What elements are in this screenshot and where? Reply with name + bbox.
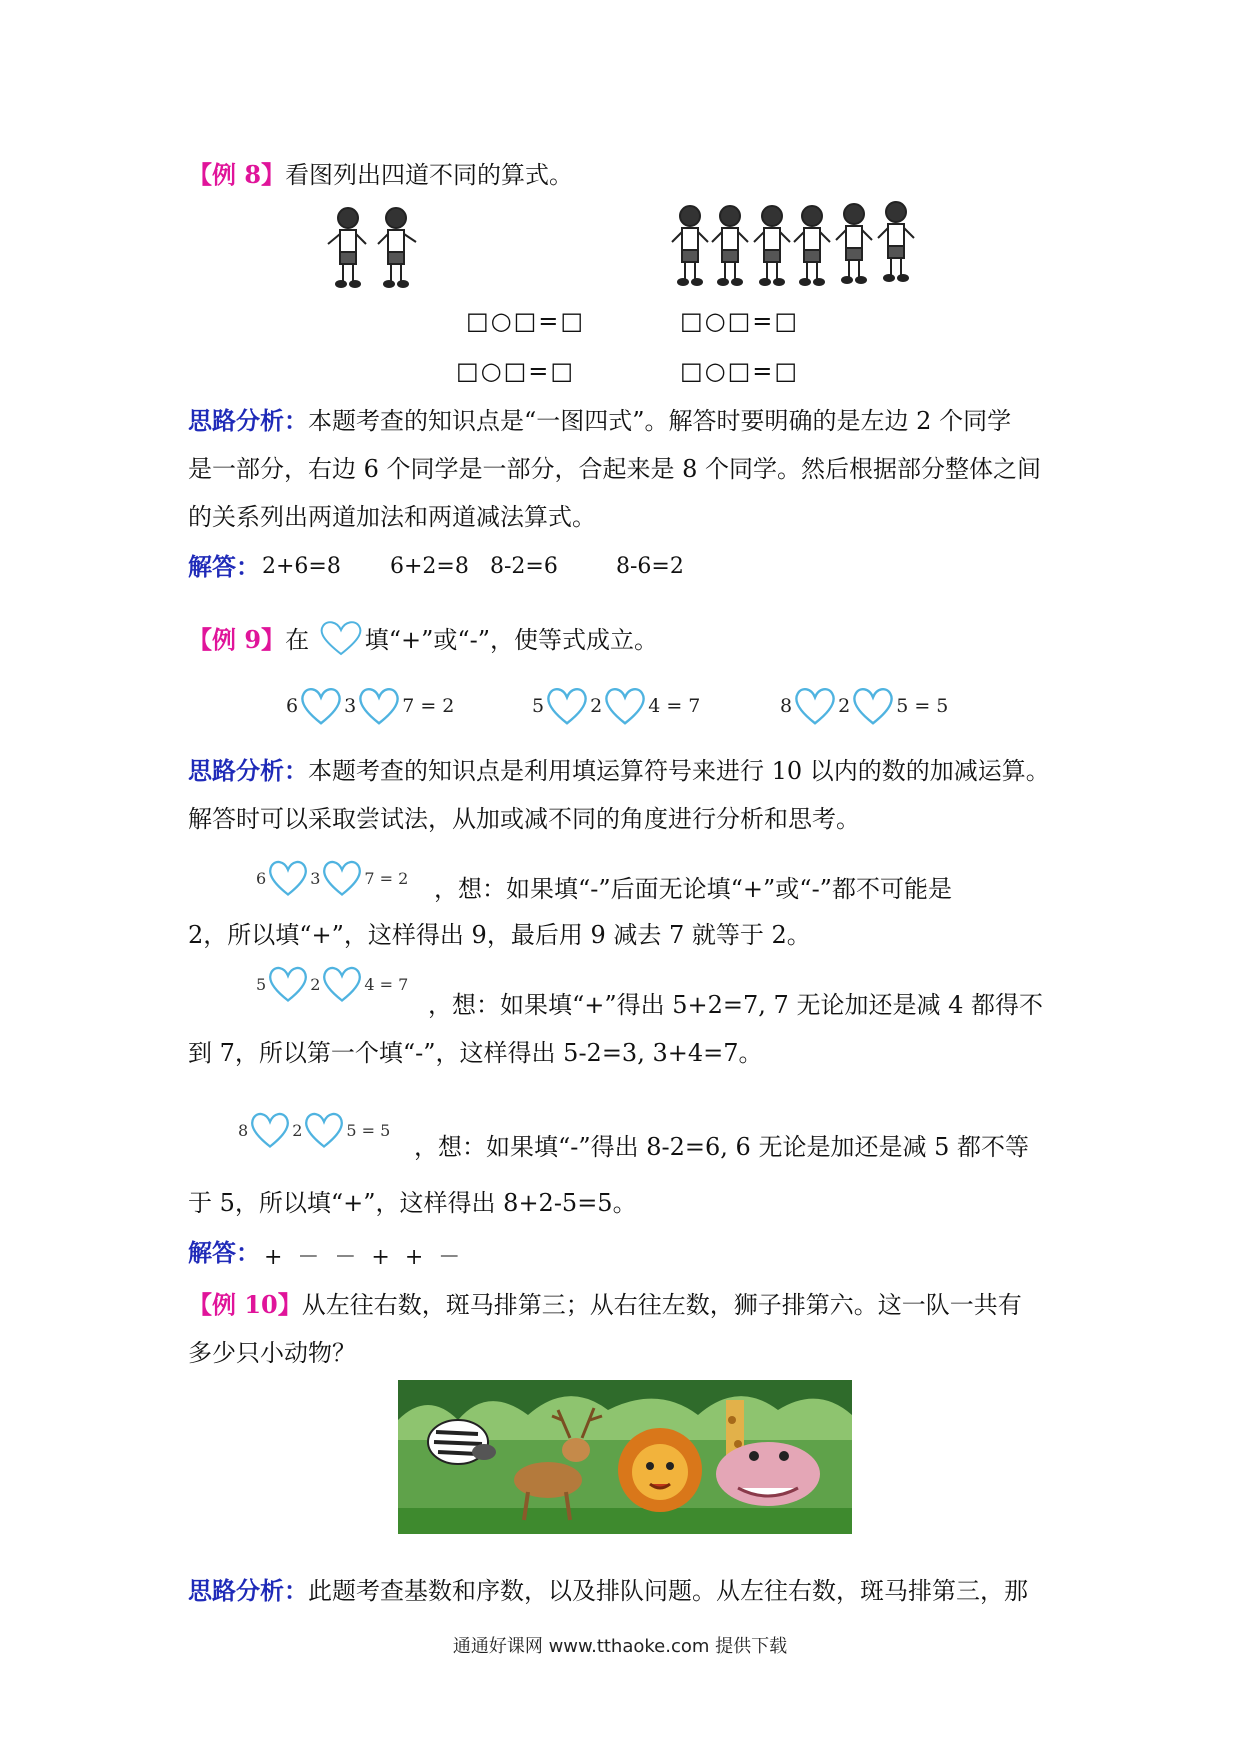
operand: 3 bbox=[344, 695, 357, 717]
analysis-text: 本题考查的知识点是“一图四式”。解答时要明确的是左边 2 个同学 bbox=[308, 407, 1012, 435]
child-figure bbox=[712, 206, 748, 285]
analysis-label: 思路分析： bbox=[188, 756, 308, 785]
heart-blank-icon bbox=[266, 962, 310, 1006]
animals-illustration bbox=[398, 1380, 852, 1534]
example-8-tag: 【例 8】 bbox=[188, 160, 286, 189]
answer-label: 解答： bbox=[188, 552, 260, 581]
formula-box: □○□=□ bbox=[680, 357, 800, 385]
answer-label: 解答： bbox=[188, 1238, 260, 1267]
operand: 4 = 7 bbox=[648, 695, 701, 717]
heart-blank-icon bbox=[320, 856, 364, 900]
children-group-right-illustration bbox=[668, 198, 924, 290]
heart-blank-icon[interactable] bbox=[544, 683, 590, 729]
heart-icon bbox=[317, 618, 365, 658]
operand: 5 = 5 bbox=[346, 1120, 391, 1140]
operand: 2 bbox=[590, 695, 603, 717]
explanation-text: 2，所以填“+”，这样得出 9，最后用 9 减去 7 就等于 2。 bbox=[188, 921, 811, 949]
child-figure bbox=[378, 208, 416, 287]
analysis-paragraph bbox=[188, 406, 1011, 436]
heart-equation-small bbox=[256, 856, 408, 900]
example-9-prefix: 在 bbox=[285, 626, 310, 654]
child-figure bbox=[836, 204, 872, 283]
heart-blank-icon[interactable] bbox=[356, 683, 402, 729]
example-10-heading bbox=[188, 1290, 1022, 1320]
explanation-text: ，想：如果填“+”得出 5+2=7, 7 无论加还是减 4 都得不 bbox=[428, 991, 1043, 1019]
heart-blank-icon[interactable] bbox=[850, 683, 896, 729]
operand: 2 bbox=[292, 1120, 303, 1140]
explanation-text: ，想：如果填“-”得出 8-2=6, 6 无论是加还是减 5 都不等 bbox=[414, 1133, 1029, 1161]
operand: 5 bbox=[256, 974, 267, 994]
operand: 7 = 2 bbox=[364, 868, 409, 888]
operand: 7 = 2 bbox=[402, 695, 455, 717]
heart-blank-icon bbox=[302, 1108, 346, 1152]
heart-blank-icon[interactable] bbox=[298, 683, 344, 729]
answer-formula: 8-2=6 bbox=[490, 554, 558, 579]
example-9-heading bbox=[188, 618, 658, 658]
heart-equation-small bbox=[256, 962, 408, 1006]
hippo-figure bbox=[716, 1442, 820, 1506]
analysis-paragraph bbox=[188, 1576, 1028, 1606]
heart-blank-icon bbox=[320, 962, 364, 1006]
heart-blank-icon[interactable] bbox=[602, 683, 648, 729]
answer-line bbox=[188, 1238, 260, 1268]
analysis-text: 解答时可以采取尝试法，从加或减不同的角度进行分析和思考。 bbox=[188, 805, 860, 833]
analysis-paragraph bbox=[188, 756, 1050, 786]
child-figure bbox=[794, 206, 830, 285]
analysis-text: 此题考查基数和序数，以及排队问题。从左往右数，斑马排第三，那 bbox=[308, 1577, 1028, 1605]
lion-figure bbox=[618, 1428, 702, 1512]
analysis-text: 本题考查的知识点是利用填运算符号来进行 10 以内的数的加减运算。 bbox=[308, 757, 1050, 785]
operand: 2 bbox=[310, 974, 321, 994]
child-figure bbox=[672, 206, 708, 285]
example-10-text: 从左往右数，斑马排第三；从右往左数，狮子排第六。这一队一共有 bbox=[301, 1291, 1022, 1319]
operand: 8 bbox=[780, 695, 793, 717]
heart-equation bbox=[532, 680, 700, 732]
formula-box: □○□=□ bbox=[680, 307, 800, 335]
answer-formula: 6+2=8 bbox=[390, 554, 469, 579]
analysis-label: 思路分析： bbox=[188, 1576, 308, 1605]
example-9-instruction: 填“+”或“-”，使等式成立。 bbox=[364, 626, 658, 654]
operand: 6 bbox=[286, 695, 299, 717]
analysis-label: 思路分析： bbox=[188, 406, 308, 435]
child-figure bbox=[878, 202, 914, 281]
example-8-title: 看图列出四道不同的算式。 bbox=[285, 161, 574, 189]
operand: 6 bbox=[256, 868, 267, 888]
operand: 8 bbox=[238, 1120, 249, 1140]
analysis-text: 的关系列出两道加法和两道减法算式。 bbox=[188, 503, 596, 531]
formula-box: □○□=□ bbox=[466, 307, 586, 335]
example-10-text: 多少只小动物？ bbox=[188, 1339, 356, 1367]
example-10-tag: 【例 10】 bbox=[188, 1290, 302, 1319]
analysis-text: 是一部分，右边 6 个同学是一部分，合起来是 8 个同学。然后根据部分整体之间 bbox=[188, 455, 1042, 483]
operand: 5 bbox=[532, 695, 545, 717]
heart-equation bbox=[286, 680, 454, 732]
operand: 3 bbox=[310, 868, 321, 888]
page-footer: 通通好课网 www.tthaoke.com 提供下载 bbox=[452, 1636, 788, 1657]
answer-operators: + － － + + － bbox=[264, 1245, 465, 1270]
example-8-heading bbox=[188, 160, 573, 190]
explanation-text: ，想：如果填“-”后面无论填“+”或“-”都不可能是 bbox=[434, 875, 952, 903]
heart-blank-icon[interactable] bbox=[792, 683, 838, 729]
operand: 5 = 5 bbox=[896, 695, 949, 717]
example-9-tag: 【例 9】 bbox=[188, 625, 286, 654]
heart-equation bbox=[780, 680, 948, 732]
heart-equation-small bbox=[238, 1108, 390, 1152]
formula-box: □○□=□ bbox=[456, 357, 576, 385]
answer-formula: 8-6=2 bbox=[616, 554, 684, 579]
answer-formula: 2+6=8 bbox=[262, 554, 341, 579]
child-figure bbox=[328, 208, 366, 287]
heart-blank-icon bbox=[266, 856, 310, 900]
explanation-text: 到 7，所以第一个填“-”，这样得出 5-2=3, 3+4=7。 bbox=[188, 1039, 763, 1067]
heart-blank-icon bbox=[248, 1108, 292, 1152]
children-group-left-illustration bbox=[322, 200, 426, 290]
operand: 2 bbox=[838, 695, 851, 717]
answer-line bbox=[188, 552, 260, 582]
explanation-text: 于 5，所以填“+”，这样得出 8+2-5=5。 bbox=[188, 1189, 637, 1217]
operand: 4 = 7 bbox=[364, 974, 409, 994]
child-figure bbox=[754, 206, 790, 285]
